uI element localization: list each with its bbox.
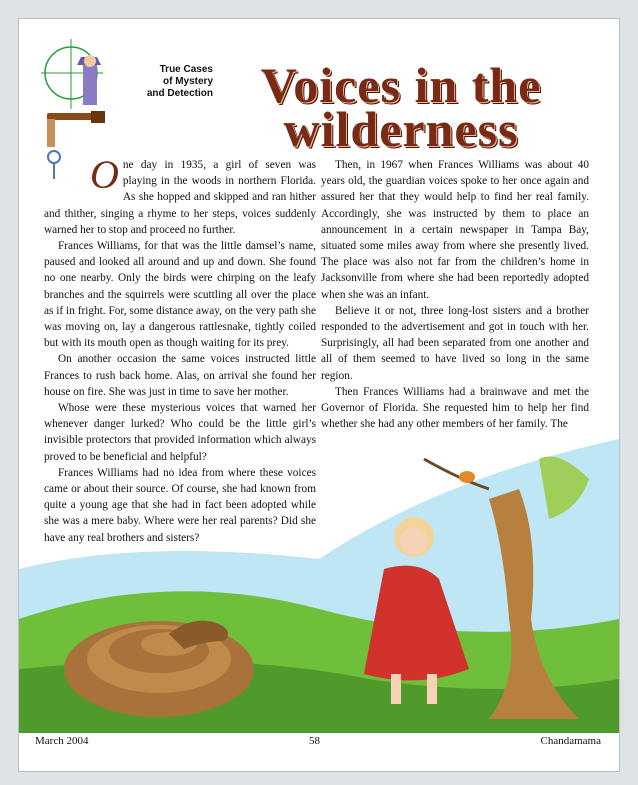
- paragraph-text: ne day in 1935, a girl of seven was playing in the woods in northern Florida. As she hopped and skipped and ran hither and thither, singing a rhyme to her steps, voices suddenly warned her to stop and proceed no further.: [44, 159, 316, 236]
- paragraph: Then Frances Williams had a brainwave and met the Governor of Florida. She requested him to help her find whether she had any other members of her family. The: [321, 385, 589, 431]
- paragraph: Then, in 1967 when Frances Williams was about 40 years old, the guardian voices spoke to her once again and assured her that they would help to find her real family. Accordingly, she was instructed by them to place an announcement in a certain newspaper in Tampa Bay, situated some miles away from where she presently lived. The place was also not far from the children’s home in Jacksonville from where she had been reportedly adopted when she was an infant.: [321, 159, 589, 301]
- paragraph: Believe it or not, three long-lost sisters and a brother responded to the advertisement and got in touch with her. Surprisingly, all had been separated from one another and all of them seemed to have lived so long in the same region.: [321, 304, 589, 382]
- series-line-2: of Mystery: [162, 76, 213, 87]
- paragraph: Whose were these mysterious voices that warned her whenever danger lurked? Who could be the little girl’s invisible protectors that provided information which always proved to be beneficial and helpful?: [44, 402, 316, 463]
- paragraph: [44, 152, 316, 238]
- series-line-1: True Cases: [159, 64, 213, 75]
- drop-cap: O: [90, 152, 119, 197]
- issue-date: March 2004: [35, 735, 89, 747]
- article-column-2: [321, 157, 589, 432]
- story-illustration: [19, 419, 619, 741]
- page-footer: [19, 735, 619, 751]
- series-line-3: and Detection: [146, 88, 213, 99]
- rattlesnake-icon: [64, 621, 254, 717]
- magazine-page: [18, 18, 620, 772]
- bird-icon: [459, 471, 475, 483]
- page-number: 58: [309, 735, 320, 747]
- paragraph: On another occasion the same voices instructed little Frances to rush back home. Alas, on arrival she found her house on fire. She was just in time to save her mother.: [44, 353, 316, 398]
- magazine-name: Chandamama: [540, 735, 601, 747]
- article-title: Voices in the wilderness: [260, 57, 542, 157]
- paragraph: Frances Williams had no idea from where these voices came or about their source. Of course, she had known from quite a young age that she had in fact been adopted while she was a mere baby. Where were her real parents? Did she have any real brothers and sisters?: [44, 466, 316, 544]
- paragraph: Frances Williams, for that was the little damsel’s name, paused and looked all around and up and down. She found no one nearby. Only the birds were chirping on the leafy branches and the squirrels were scuttling all over the place as if in fright. For, some distance away, on the very path she was moving on, lay a dangerous rattlesnake, tightly coiled but with its mouth open as though waiting for its prey.: [44, 240, 316, 350]
